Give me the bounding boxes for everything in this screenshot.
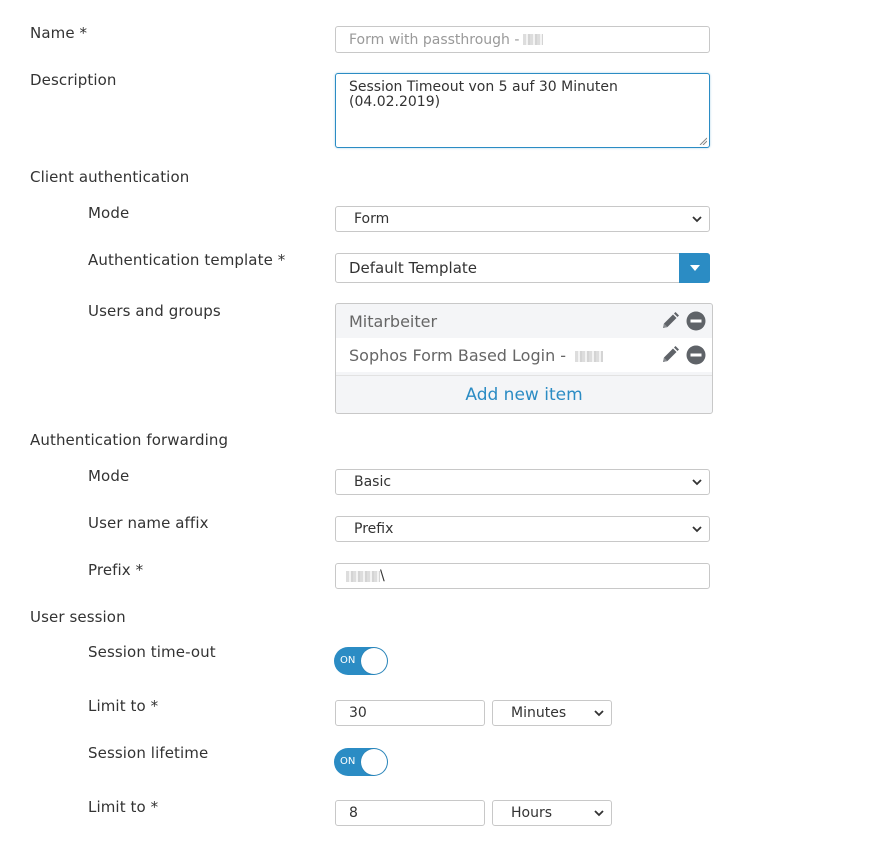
forwarding-mode-value: Basic [354, 474, 392, 490]
client-auth-heading: Client authentication [30, 168, 190, 186]
remove-minus-icon[interactable] [686, 345, 706, 365]
chevron-down-icon [691, 477, 703, 487]
chevron-down-icon [691, 214, 703, 224]
chevron-down-icon [691, 524, 703, 534]
client-mode-value: Form [354, 211, 390, 227]
name-label: Name * [30, 24, 88, 42]
redacted-text [346, 571, 380, 582]
description-line-2: (04.02.2019) [349, 94, 441, 110]
lifetime-unit-value: Hours [511, 805, 553, 821]
resize-grip-icon[interactable] [699, 137, 707, 145]
timeout-limit-value: 30 [349, 705, 367, 721]
timeout-limit-input[interactable] [335, 700, 485, 726]
redacted-text [523, 34, 543, 45]
auth-forwarding-heading: Authentication forwarding [30, 431, 229, 449]
toggle-knob [361, 749, 387, 775]
description-textarea[interactable] [335, 73, 710, 148]
list-item [336, 304, 712, 338]
prefix-value: \ [380, 568, 385, 584]
user-name-affix-select[interactable] [335, 516, 710, 542]
timeout-unit-select[interactable] [492, 700, 612, 726]
forwarding-mode-label: Mode [88, 467, 130, 485]
auth-template-value: Default Template [349, 259, 478, 277]
edit-pencil-icon[interactable] [660, 311, 680, 331]
users-groups-list [335, 303, 713, 414]
lifetime-limit-value: 8 [349, 805, 358, 821]
user-name-affix-value: Prefix [354, 521, 394, 537]
caret-down-icon [689, 264, 701, 272]
auth-template-select[interactable] [335, 253, 710, 283]
user-name-affix-label: User name affix [88, 514, 209, 532]
users-groups-label: Users and groups [88, 302, 221, 320]
auth-template-label: Authentication template * [88, 251, 286, 269]
chevron-down-icon [593, 708, 605, 718]
edit-pencil-icon[interactable] [660, 345, 680, 365]
chevron-down-icon [593, 808, 605, 818]
client-mode-label: Mode [88, 204, 130, 222]
prefix-label: Prefix * [88, 561, 144, 579]
limit-to-label-1: Limit to * [88, 697, 159, 715]
description-label: Description [30, 71, 117, 89]
session-timeout-label: Session time-out [88, 643, 216, 661]
timeout-unit-value: Minutes [511, 705, 567, 721]
add-new-item-link[interactable]: Add new item [336, 375, 712, 414]
description-line-1: Session Timeout von 5 auf 30 Minuten [349, 79, 618, 95]
toggle-state: ON [340, 756, 356, 767]
auth-template-dropdown-button[interactable] [679, 253, 710, 283]
limit-to-label-2: Limit to * [88, 798, 159, 816]
user-item-label: Mitarbeiter [349, 311, 438, 331]
session-lifetime-label: Session lifetime [88, 744, 209, 762]
toggle-knob [361, 648, 387, 674]
user-item-label: Sophos Form Based Login - [349, 345, 572, 365]
name-input[interactable] [335, 26, 710, 53]
lifetime-unit-select[interactable] [492, 800, 612, 826]
prefix-input[interactable] [335, 563, 710, 589]
session-timeout-toggle[interactable] [334, 647, 388, 675]
toggle-state: ON [340, 655, 356, 666]
forwarding-mode-select[interactable] [335, 469, 710, 495]
redacted-text [575, 351, 603, 362]
user-session-heading: User session [30, 608, 126, 626]
session-lifetime-toggle[interactable] [334, 748, 388, 776]
name-placeholder: Form with passthrough - [349, 31, 520, 48]
lifetime-limit-input[interactable] [335, 800, 485, 826]
client-mode-select[interactable] [335, 206, 710, 232]
list-item [336, 338, 712, 372]
remove-minus-icon[interactable] [686, 311, 706, 331]
